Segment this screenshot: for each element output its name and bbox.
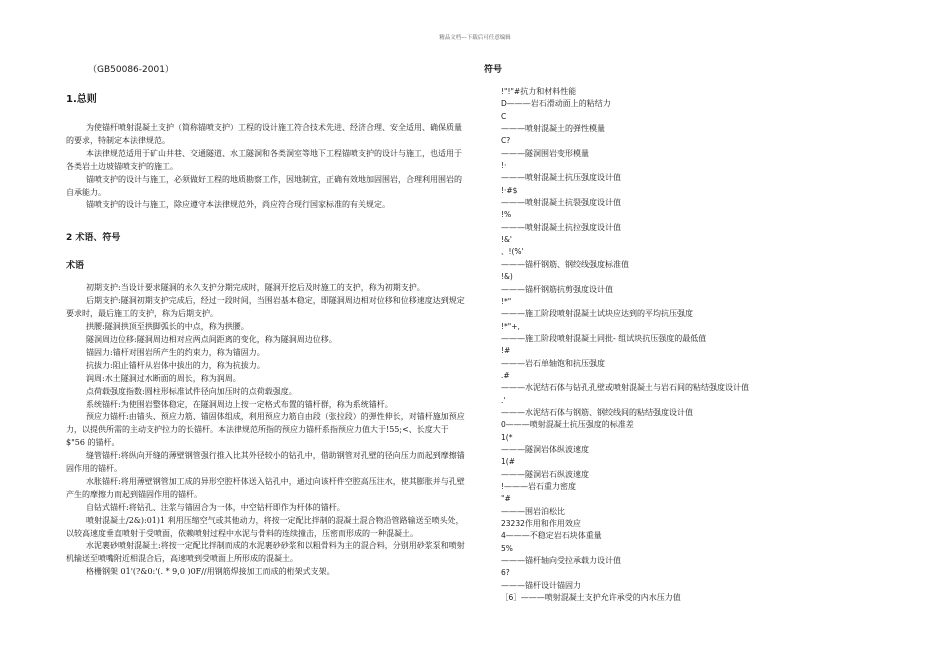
symbol-line: [501, 444, 814, 456]
symbol-line: [501, 321, 814, 333]
symbol-description: ———喷射混凝土抗拉强度设计值: [501, 222, 621, 232]
symbol-line: [501, 530, 814, 542]
section-general-title: 1.总则: [66, 94, 97, 105]
symbol-description: ———锚杆钢筋、钢绞线强度标准值: [501, 259, 629, 269]
terms-title: 术语: [66, 261, 85, 272]
symbol-description: 作用和作用效应: [524, 519, 581, 529]
term-definition: 抗拔力:阻止锚杆从岩体中拔出的力，称为抗拔力。: [86, 360, 265, 370]
term-definition: 缝管锚杆:将纵向开缝的薄壁钢管强行推入比其外径较小的钻孔中，借助钢管对孔壁的径向压力而起到摩擦锚固作用的锚杆。: [66, 451, 465, 474]
term-definition: 系统锚杆:为使围岩整体稳定，在隧洞周边上按一定格式布置的锚杆群，称为系统锚杆。: [86, 399, 393, 409]
symbol-code: !"!"#: [501, 87, 521, 96]
general-paragraph: 为使锚杆喷射混凝土支护（简称锚喷支护）工程的设计施工符合技术先进、经济合理、安全适用、确保质量的要求，特制定本法律规范。: [66, 123, 462, 145]
symbol-code: 0: [501, 420, 506, 430]
symbol-description: ———岩石单轴饱和抗压强度: [501, 358, 605, 368]
general-paragraphs: [66, 122, 466, 212]
symbol-line: [501, 185, 814, 197]
symbol-line: [501, 567, 814, 579]
standard-code: （GB50086-2001）: [88, 65, 174, 75]
symbol-code: !·#$: [501, 185, 518, 195]
symbol-line: [501, 284, 814, 296]
symbol-line: [501, 86, 814, 98]
symbol-description: ———围岩泊松比: [501, 506, 565, 516]
symbol-code: !#: [501, 346, 511, 356]
symbol-description: 抗力和材料性能: [520, 87, 577, 96]
symbol-code: 6?: [501, 568, 510, 578]
symbol-line: [501, 123, 814, 135]
symbol-line: [501, 592, 814, 604]
term-definition: 初期支护:当设计要求隧洞的永久支护分期完成时，隧洞开挖后及时施工的支护，称为初期支护。: [86, 283, 425, 293]
symbol-code: !&': [501, 235, 512, 245]
terms-paragraphs: [66, 282, 466, 579]
symbol-description: ———不稳定岩石块体重量: [505, 531, 602, 541]
symbol-line: [501, 234, 814, 246]
symbol-code: 5%: [501, 543, 513, 553]
symbol-code: ［6］: [501, 593, 521, 603]
symbol-description: ———施工阶段喷射混凝土同批- 组试块抗压强度的最低值: [501, 333, 707, 343]
symbol-code: "#: [501, 494, 511, 504]
symbol-code: D: [501, 99, 507, 109]
symbol-line: [501, 432, 814, 444]
symbol-code: !%: [501, 210, 512, 220]
symbol-description: ———水泥结石体与钻孔孔壁或喷射混凝土与岩石间的粘结强度设计值: [501, 383, 749, 393]
symbol-line: [501, 333, 814, 345]
symbol-line: [501, 407, 814, 419]
symbol-line: [501, 493, 814, 505]
symbol-line: [501, 419, 814, 431]
symbols-title: 符号: [484, 65, 503, 75]
symbol-description: ———隧洞岩体纵波速度: [501, 444, 589, 454]
symbol-code: .': [501, 395, 506, 405]
symbol-description: ———喷射混凝土的弹性模量: [501, 124, 605, 134]
symbol-code: !*"+,: [501, 321, 520, 331]
symbol-description: ———隧洞岩石纵波速度: [501, 469, 589, 479]
symbol-line: [501, 395, 814, 407]
symbol-line: [501, 358, 814, 370]
symbol-line: [501, 481, 814, 493]
symbol-line: [501, 197, 814, 209]
term-definition: 润周:水土隧洞过水断面的周长，称为润周。: [86, 373, 241, 383]
symbol-line: [501, 246, 814, 258]
symbol-code: !&): [501, 272, 513, 282]
symbol-description: ———喷射混凝土抗裂强度设计值: [501, 198, 621, 208]
term-definition: 自钻式锚杆:将钻孔、注浆与锚固合为一体，中空钻杆即作为杆体的锚杆。: [86, 502, 345, 512]
symbol-line: [501, 345, 814, 357]
symbol-line: [501, 135, 814, 147]
term-definition: 格栅钢架 01'(?&0:'(. * 9,0 )0F//用钢筋焊接加工而成的桁架式支架。: [86, 567, 335, 577]
symbol-line: [501, 543, 814, 555]
term-definition: 隧洞周边位移:隧洞周边相对应两点间距离的变化，称为隧洞周边位移。: [86, 334, 337, 344]
symbol-code: .#: [501, 370, 510, 380]
general-paragraph: 锚喷支护的设计与施工，必须做好工程的地质勘察工作，因地制宜，正确有效地加固围岩，合理利用围岩的自承能力。: [66, 174, 462, 197]
symbol-line: [501, 259, 814, 271]
symbol-description: ———喷射混凝土抗压强度的标准差: [505, 420, 634, 430]
symbol-line: [501, 160, 814, 172]
page-header: 精品文档---下载后可任意编辑: [439, 35, 511, 41]
symbol-code: 23232: [501, 519, 525, 529]
symbol-description: ———锚杆轴向受拉承载力设计值: [501, 556, 621, 566]
symbol-line: [501, 518, 814, 530]
symbol-line: [501, 370, 814, 382]
term-definition: 喷射混凝土/2&):01)1 利用压缩空气或其他动力，将按一定配比拌制的混凝土混合物沿管路输送至喷头处，以较高速度垂直喷射于受喷面，依赖喷射过程中水泥与骨料的连续撞击，压密而形成的一种混凝土。: [66, 515, 464, 538]
term-definition: 拱腰:隧洞拱顶至拱脚弧长的中点，称为拱腰。: [86, 322, 249, 332]
symbol-line: [501, 148, 814, 160]
symbol-description: ———锚杆设计锚固力: [501, 580, 581, 590]
left-column: [66, 64, 466, 579]
symbol-line: [501, 296, 814, 308]
general-paragraph: 本法律规范适用于矿山井巷、交通隧道、水工隧洞和各类洞室等地下工程锚喷支护的设计与施工，也适用于各类岩土边坡锚喷支护的施工。: [66, 148, 462, 171]
symbol-line: [501, 506, 814, 518]
term-definition: 水胀锚杆:将用薄壁钢管加工成的异形空腔杆体送入钻孔中，通过向该杆件空腔高压注水，使其膨胀并与孔壁产生的摩擦力而起到锚固作用的锚杆。: [66, 476, 465, 499]
term-definition: 预应力锚杆:由锚头、预应力筋、锚固体组成，利用预应力筋自由段（张拉段）的弹性伸长，对锚杆施加预应力，以提供所需的主动支护拉力的长锚杆。本法律规范所指的预应力锚杆系指预应力值大于!55;<、长度大于$"56 的锚杆。: [66, 412, 465, 448]
symbols-list: [501, 86, 814, 604]
symbol-line: [501, 222, 814, 234]
term-definition: 点荷载强度指数:圆柱形标准试件径向加压时的点荷载强度。: [86, 386, 297, 396]
symbol-description: ———施工阶段喷射混凝土试块应达到的平均抗压强度: [501, 309, 693, 319]
symbol-description: ———岩石重力密度: [504, 482, 577, 491]
section-terms-symbols-title: 2 术语、符号: [66, 233, 121, 244]
symbol-description: ———喷射混凝土抗压强度设计值: [501, 173, 621, 183]
symbol-line: [501, 271, 814, 283]
symbol-line: [501, 580, 814, 592]
symbol-description: ———隧洞围岩变形模量: [501, 148, 589, 158]
symbol-description: ———岩石滑动面上的粘结力: [506, 99, 611, 109]
symbol-code: C?: [501, 136, 511, 146]
symbol-code: !·: [501, 161, 507, 171]
term-definition: 后期支护:隧洞初期支护完成后，经过一段时间，当围岩基本稳定，即隧洞周边相对位移和位移速度达到规定要求时，最后施工的支护，称为后期支护。: [66, 296, 465, 319]
symbol-code: 、!(%': [501, 247, 524, 257]
symbol-description: ———水泥结石体与钢筋、钢绞线间的粘结强度设计值: [501, 407, 693, 417]
symbol-code: 1(#: [501, 457, 515, 467]
symbol-line: [501, 456, 814, 468]
right-column: [484, 64, 814, 604]
symbol-code: C: [501, 111, 507, 121]
symbol-line: [501, 555, 814, 567]
symbol-line: [501, 209, 814, 221]
symbol-code: !: [501, 482, 505, 491]
symbol-line: [501, 469, 814, 481]
symbol-line: [501, 172, 814, 184]
term-definition: 水泥裹砂喷射混凝土:将按一定配比拌制而成的水泥裹砂砂浆和以粗骨料为主的混合料，分别用砂浆泵和喷射机输送至喷嘴附近相混合后，高速喷到受喷面上所形成的混凝土。: [66, 541, 465, 564]
symbol-line: [501, 382, 814, 394]
symbol-line: [501, 98, 814, 110]
symbol-line: [501, 308, 814, 320]
symbol-line: [501, 111, 814, 123]
term-definition: 锚固力:锚杆对围岩所产生的约束力，称为锚固力。: [86, 347, 265, 357]
symbol-code: 4: [501, 531, 506, 541]
symbol-description: ———锚杆钢筋抗剪强度设计值: [501, 284, 613, 294]
symbol-code: 1(*: [501, 432, 513, 442]
symbol-code: !*": [501, 296, 512, 306]
symbol-description: ———喷射混凝土支护允许承受的内水压力值: [520, 593, 681, 603]
general-paragraph: 锚喷支护的设计与施工，除应遵守本法律规范外，尚应符合现行国家标准的有关规定。: [86, 200, 390, 210]
